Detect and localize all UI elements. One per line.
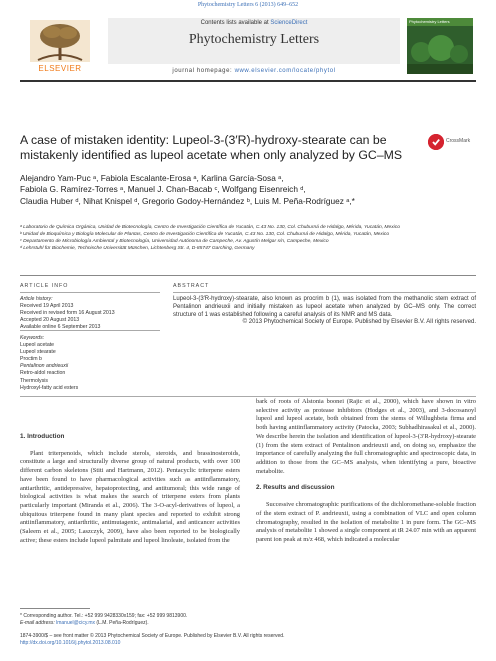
abstract-copyright: © 2013 Phytochemical Society of Europe. Published by Elsevier B.V. All rights reserved. [242, 319, 476, 326]
email-label: E-mail address: [20, 620, 57, 626]
crossmark-label[interactable]: CrossMark [446, 138, 471, 144]
crossmark-icon[interactable] [428, 134, 444, 150]
affiliation: ᵈ Lehrstuhl für Biochemie, Technische Universität München, Lichtenberg Str. 4, D-85747 Garching, Germany [20, 246, 255, 252]
keyword: Pentalinon andrieuxii [20, 363, 69, 370]
affiliation-list [20, 224, 460, 252]
results-paragraph: Successive chromatographic purifications of the dichloromethane-soluble fraction of the stem extract of P. andrieuxii, using a combination of VLC and open column chromatography, resulted in the isolation of metabolite 1 in pure form. The GC–MS analysis of metabolite 1 showed a single component at tR 24.07 min with an apparent parent ion peak at m/z 468, which indicated a molecular [256, 501, 476, 544]
history-item: Received 19 April 2013 [20, 303, 74, 310]
keyword: Lupeol stearate [20, 349, 56, 356]
body-rule [20, 396, 476, 397]
history-item: Received in revised form 16 August 2013 [20, 310, 115, 317]
journal-cover-image [407, 18, 473, 74]
article-title: A case of mistaken identity: Lupeol-3-(3′R)-hydroxy-stearate can be mistakenly identified as lupeol acetate when only analyzed by GC–MS [20, 133, 403, 162]
issn-line: 1874-3900/$ – see front matter © 2013 Phytochemical Society of Europe. Published by Elsevier B.V. All rights reserved. [20, 633, 285, 639]
journal-title: Phytochemistry Letters [188, 32, 320, 47]
history-label: Article history: [20, 296, 53, 302]
email-link[interactable]: lmanuel@cicy.mx [56, 620, 96, 626]
abstract-heading: ABSTRACT [173, 283, 210, 289]
keyword: Thermolysis [20, 377, 48, 384]
publisher-logo-text: ELSEVIER [38, 64, 82, 73]
footnote-rule [20, 608, 90, 609]
body-column-right [256, 398, 476, 545]
right-paragraph: bark of roots of Alstonia boonei (Rajic et al., 2000), which have shown in vitro selective activity as protease inhibitors (Hodges et al., 2003), and 3-docosanoyl lupeol and lupeol acetate, both obtained from the stems of Willughbeia firma and both having antiinflammatory activity (Patocka, 2003; Subhadhirasakul et al., 2000). We describe herein the isolation and identification of lupeol-3-(3′R-hydroxy)-stearate (1) from the stem extract of Pentalinon andrieuxii and, on doing so, emphasize the importance of carefully analyzing the full chromatographic and spectroscopic data, in addition to those from the GC–MS analysis, when identifying a pure, bioactive metabolite. [256, 398, 476, 475]
homepage-link[interactable]: www.elsevier.com/locate/phytol [234, 68, 336, 74]
keyword: Retro-aldol reaction [20, 370, 66, 377]
section-rule [20, 275, 476, 276]
article-history [20, 296, 160, 331]
affiliation: ᶜ Departamento de Microbiología Ambiental y Biotecnología, Universidad Autónoma de Campeche, Av. Agustín Melgar s/n, Campeche, Mexico [20, 239, 329, 245]
header-rule [20, 80, 476, 82]
affiliation: ᵃ Laboratorio de Química Orgánica, Unidad de Biotecnología, Centro de Investigación Científica de Yucatán, C.43 No. 130, Col. Chuburná de Hidalgo, Mérida, Yucatán, Mexico [20, 225, 400, 230]
email-suffix: (L.M. Peña-Rodríguez). [95, 620, 149, 626]
author-line[interactable]: Alejandro Yam-Puc ᵃ, Fabiola Escalante-Erosa ᵃ, Karlina García-Sosa ᵃ, [20, 173, 284, 183]
keywords-rule [20, 330, 160, 331]
corresponding-author: * Corresponding author. Tel.: +52 999 9428330x159; fax: +52 999 9813900. [20, 613, 188, 619]
elsevier-tree-logo [30, 20, 90, 62]
footnote [20, 613, 260, 627]
article-info-heading: ARTICLE INFO [20, 283, 69, 289]
abstract-rule [173, 292, 476, 293]
author-line[interactable]: Claudia Huber ᵈ, Nihat Knispel ᵈ, Gregorio Godoy-Hernández ᵇ, Luis M. Peña-Rodríguez ᵃ,* [20, 195, 355, 206]
contents-line [108, 20, 400, 26]
author-list [20, 173, 460, 207]
sciencedirect-link[interactable]: ScienceDirect [270, 20, 308, 26]
article-info-rule [20, 292, 160, 293]
results-heading: 2. Results and discussion [256, 484, 335, 492]
keywords [20, 335, 160, 392]
contents-prefix: Contents lists available at [200, 20, 271, 26]
author-line[interactable]: Fabiola G. Ramírez-Torres ᵃ, Manuel J. Chan-Bacab ᶜ, Wolfgang Eisenreich ᵈ, [20, 184, 306, 195]
doi-link[interactable]: http://dx.doi.org/10.1016/j.phytol.2013.08.010 [20, 640, 121, 646]
cover-title: Phytochemistry Letters [409, 19, 450, 24]
keyword: Lupeol acetate [20, 342, 55, 349]
body-column-left [20, 433, 240, 546]
keywords-label: Keywords: [20, 335, 45, 341]
abstract-body: Lupeol-3-(3′R-hydroxy)-stearate, also known as procrim b (1), was isolated from the methanolic stem extract of Pentalinon andrieuxii and initially mistaken as lupeol acetate when analyzed by GC–MS only. The correct structure of 1 was established following a careful analysis of its NMR and MS data. [173, 296, 476, 318]
keyword: Hydroxyl-fatty acid esters [20, 384, 79, 391]
homepage-prefix: journal homepage: [172, 68, 235, 74]
affiliation: ᵇ Unidad de Bioquímica y Biología Molecular de Plantas, Centro de Investigación Científica de Yucatán, C.43 No. 130, Col. Chuburná de Hidalgo, Mérida, Yucatán, Mexico [20, 232, 390, 238]
intro-paragraph: Plant triterpenoids, which include sterols, steroids, and brassinosteroids, constitute a large and structurally diverse group of natural products, with over 100 different carbon skeletons (Stiti and Hartmann, 2012). Pentacyclic triterpene esters have been found to have pharmacological activities such as antiinflammatory, antiarthritic, antidepressive, hepatoprotecting, and antitumoral; this wide range of biological activities is what makes the search of triterpene esters from plants particularly important (Miranda et al., 2006). The 3-O-acyl-derivatives of lupeol, a ubiquitous triterpene found in many plant species and reported to exhibit strong antiinflammatory, antiarthritic, antimutagenic, antimalarial, and anticancer activities (Saleem et al., 2005; Laszczyk, 2009), have also been reported to be biologically active; these esters include lupeol palmitate and lupeol linoleate, isolated from the [20, 449, 240, 544]
journal-homepage [108, 68, 400, 74]
email-line [20, 620, 260, 627]
page-footer [20, 633, 476, 647]
abstract-text [173, 296, 476, 327]
keyword: Proctim b [20, 356, 42, 363]
history-item: Accepted 20 August 2013 [20, 317, 80, 324]
running-head[interactable]: Phytochemistry Letters 6 (2013) 649–652 [197, 2, 299, 8]
intro-heading: 1. Introduction [20, 433, 65, 440]
history-item: Available online 6 September 2013 [20, 324, 101, 331]
